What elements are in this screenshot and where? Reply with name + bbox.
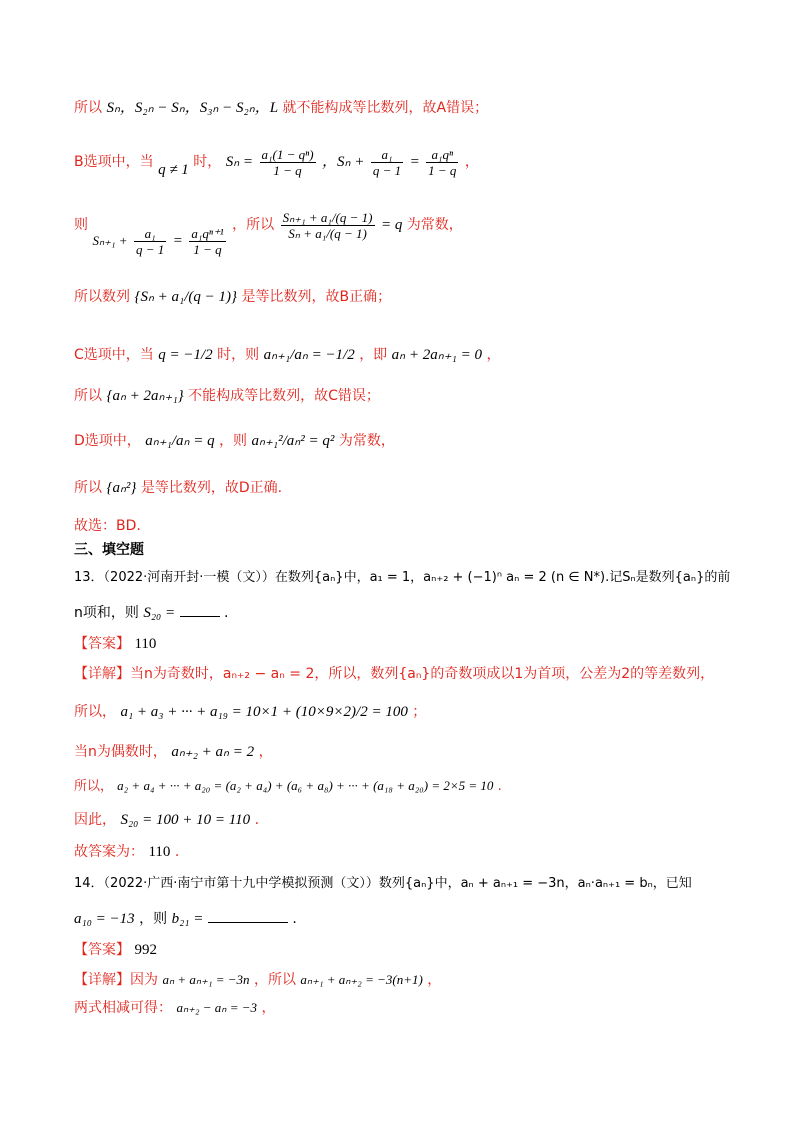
text: ，所以 (232, 217, 275, 233)
fraction: $\frac{\text{a₁}}{q - 1}$ (136, 225, 165, 257)
answer-tag: 【答案】 (74, 636, 130, 652)
q13-detail-5 (74, 810, 740, 830)
q13-stem (74, 568, 740, 588)
text: 所以 (74, 388, 102, 404)
math-expression: {aₙ + 2aₙ₊₁} (106, 388, 184, 404)
text: ，则 (139, 911, 168, 927)
text: 是等比数列，故B正确； (241, 289, 392, 305)
answer-blank (208, 908, 288, 923)
text: 则 (74, 217, 88, 233)
option-b-conclusion (74, 284, 740, 310)
text: 因为 (130, 972, 158, 988)
q14-detail-2 (74, 998, 740, 1018)
text: ， (261, 1000, 276, 1016)
math-expression: aₙ₊₁/aₙ = q (145, 433, 215, 449)
q13-stem-line2 (74, 602, 740, 623)
option-d-line (74, 428, 740, 454)
text: ； (412, 704, 427, 720)
math-expression: S₂₀ = 100 + 10 = 110 (120, 812, 251, 828)
text: ，则 (219, 433, 248, 449)
math-expression: = (172, 233, 183, 249)
text: 当n为偶数时， (74, 744, 167, 760)
section-title (74, 540, 740, 560)
text: . (174, 844, 180, 860)
q13-final (74, 842, 740, 862)
text: B选项中，当 (74, 154, 154, 170)
math-expression: aₙ₊₁²/aₙ² = q² (251, 433, 335, 449)
math-expression: aₙ₊₂ + aₙ = 2 (171, 744, 255, 760)
fraction: $\frac{\text{Sₙ₊₁ + a₁/(q − 1)}}{\text{Sₙ + a₁/(q − 1)}}$ (282, 209, 373, 241)
text: . (224, 605, 229, 621)
detail-tag: 【详解】 (74, 666, 130, 682)
text: 当n为奇数时，aₙ₊₂ − aₙ = 2，所以，数列{aₙ}的奇数项成以1为首项，公差为2的等差数列， (130, 666, 715, 682)
text: . (292, 911, 297, 927)
answer-value: 110 (134, 636, 157, 652)
option-b-line (74, 140, 740, 184)
text: 为常数， (338, 433, 395, 449)
text: 时， (193, 154, 222, 170)
math-expression: = q (380, 217, 403, 233)
math-expression: Sₙ₊₁ + (92, 233, 128, 248)
fraction: $\frac{\text{a₁qⁿ}}{1 - q}$ (428, 146, 457, 178)
text: . (497, 779, 502, 794)
math-expression: Sₙ = (225, 154, 254, 170)
text: D选项中， (74, 433, 141, 449)
q14-stem (74, 874, 740, 894)
math-expression: aₙ + 2aₙ₊₁ = 0 (391, 347, 482, 363)
final-choice (74, 516, 740, 536)
math-condition: q ≠ 1 (158, 162, 189, 178)
math-expression: aₙ₊₁/aₙ = −1/2 (263, 347, 355, 363)
text: ， (464, 154, 479, 170)
text: 13．（2022·河南开封·一模（文））在数列{aₙ}中，a₁ = 1，aₙ₊₂ + (−1)ⁿ aₙ = 2 (n ∈ N*).记Sₙ是数列{aₙ}的前 (74, 570, 731, 585)
math-expression: aₙ₊₂ − aₙ = −3 (176, 1000, 258, 1015)
detail-tag: 【详解】 (74, 972, 130, 988)
text: 三、填空题 (74, 542, 144, 558)
text: ，即 (359, 347, 388, 363)
math-expression: b₂₁ = (171, 911, 204, 927)
text: 故选：BD. (74, 518, 141, 534)
text: 故答案为： (74, 844, 144, 860)
text: 因此， (74, 812, 116, 828)
text: 为常数， (406, 217, 463, 233)
text: 两式相减可得： (74, 1000, 172, 1016)
option-b-ratio-line (74, 196, 740, 266)
text: 是等比数列，故D正确. (140, 480, 283, 496)
math-expression: a₂ + a₄ + ··· + a₂₀ = (a₂ + a₄) + (a₆ + a₈) + ··· + (a₁₈ + a₂₀) = 2×5 = 10 (117, 778, 494, 793)
math-expression: Sₙ，S₂ₙ − Sₙ，S₃ₙ − S₂ₙ，L (106, 100, 279, 116)
math-expression: aₙ + aₙ₊₁ = −3n (162, 972, 250, 987)
text: ， (486, 347, 501, 363)
fraction: $\frac{\text{a₁}}{q - 1}$ (372, 146, 402, 178)
q14-detail-1 (74, 970, 740, 990)
answer-tag: 【答案】 (74, 942, 130, 958)
math-expression: {Sₙ + a₁/(q − 1)} (134, 289, 238, 305)
text: 所以数列 (74, 289, 130, 305)
q13-detail-4 (74, 776, 740, 797)
q13-detail-2 (74, 698, 740, 726)
math-expression: S₂₀ = (143, 605, 176, 621)
q14-stem-line2 (74, 908, 740, 929)
math-expression: a₁₀ = −13 (74, 911, 135, 927)
option-a-conclusion (74, 98, 740, 118)
option-c-conclusion (74, 386, 740, 406)
text: 所以， (74, 779, 114, 794)
math-expression: 110 (148, 844, 171, 860)
text: C选项中，当 (74, 347, 154, 363)
q14-answer (74, 940, 740, 960)
option-d-conclusion (74, 478, 740, 498)
text: 所以， (74, 704, 116, 720)
option-c-line (74, 342, 740, 368)
fraction: $\frac{\text{a₁qⁿ⁺¹}}{1 - q}$ (191, 225, 224, 257)
math-expression: a₁ + a₃ + ··· + a₁₉ = 10×1 + (10×9×2)/2 = 100 (120, 704, 408, 720)
q13-detail-1 (74, 664, 740, 684)
q13-answer (74, 634, 740, 654)
fraction: $\frac{\text{a₁(1 − qⁿ)}}{1 - q}$ (261, 146, 314, 178)
math-expression: q = −1/2 (158, 347, 213, 363)
text: ，所以 (253, 972, 296, 988)
text: 就不能构成等比数列，故A错误； (282, 100, 489, 116)
text: 时，则 (217, 347, 260, 363)
text: n项和，则 (74, 605, 139, 621)
text: 所以 (74, 100, 102, 116)
text: 14．（2022·广西·南宁市第十九中学模拟预测（文））数列{aₙ}中，aₙ + aₙ₊₁ = −3n，aₙ·aₙ₊₁ = bₙ，已知 (74, 876, 692, 891)
answer-blank (180, 602, 220, 617)
text: ， (258, 744, 273, 760)
text: 不能构成等比数列，故C错误； (188, 388, 380, 404)
q13-detail-3 (74, 742, 740, 762)
answer-value: 992 (134, 942, 157, 958)
math-expression: aₙ₊₁ + aₙ₊₂ = −3(n+1) (300, 972, 423, 987)
math-expression: ，Sₙ + (322, 154, 365, 170)
math-expression: = (409, 154, 420, 170)
text: ， (427, 972, 442, 988)
math-expression: {aₙ²} (106, 480, 137, 496)
text: . (254, 812, 260, 828)
text: 所以 (74, 480, 102, 496)
